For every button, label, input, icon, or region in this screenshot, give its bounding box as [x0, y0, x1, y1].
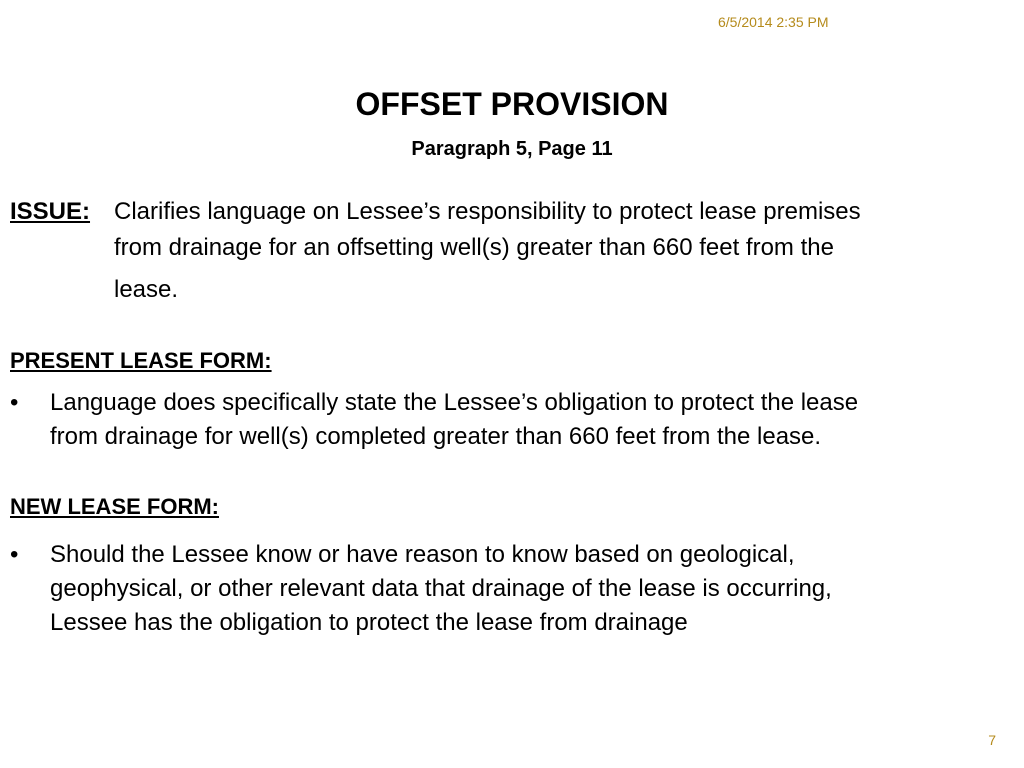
bullet-line: Should the Lessee know or have reason to know based on geological, [50, 541, 795, 568]
bullet-line: geophysical, or other relevant data that drainage of the lease is occurring, [50, 575, 832, 602]
bullet-line: Language does specifically state the Lessee’s obligation to protect the lease [50, 389, 859, 416]
issue-text [114, 194, 1004, 308]
issue-label: ISSUE: [10, 198, 91, 225]
slide-subtitle: Paragraph 5, Page 11 [411, 138, 613, 160]
bullet-icon: • [10, 541, 19, 568]
issue-line: lease. [114, 276, 179, 303]
bullet-line: from drainage for well(s) completed greater than 660 feet from the lease. [50, 423, 822, 450]
slide-timestamp: 6/5/2014 2:35 PM [718, 14, 829, 30]
bullet-text [50, 538, 1010, 640]
bullet-icon: • [10, 389, 19, 416]
slide-title: OFFSET PROVISION [355, 86, 669, 122]
page-number: 7 [988, 732, 996, 748]
issue-line: from drainage for an offsetting well(s) greater than 660 feet from the [114, 234, 834, 261]
present-lease-form-heading: PRESENT LEASE FORM: [10, 348, 272, 373]
bullet-text [50, 386, 1010, 454]
issue-line: Clarifies language on Lessee’s responsibility to protect lease premises [114, 198, 861, 225]
bullet-line: Lessee has the obligation to protect the lease from drainage [50, 609, 688, 636]
new-lease-form-heading: NEW LEASE FORM: [10, 494, 219, 519]
